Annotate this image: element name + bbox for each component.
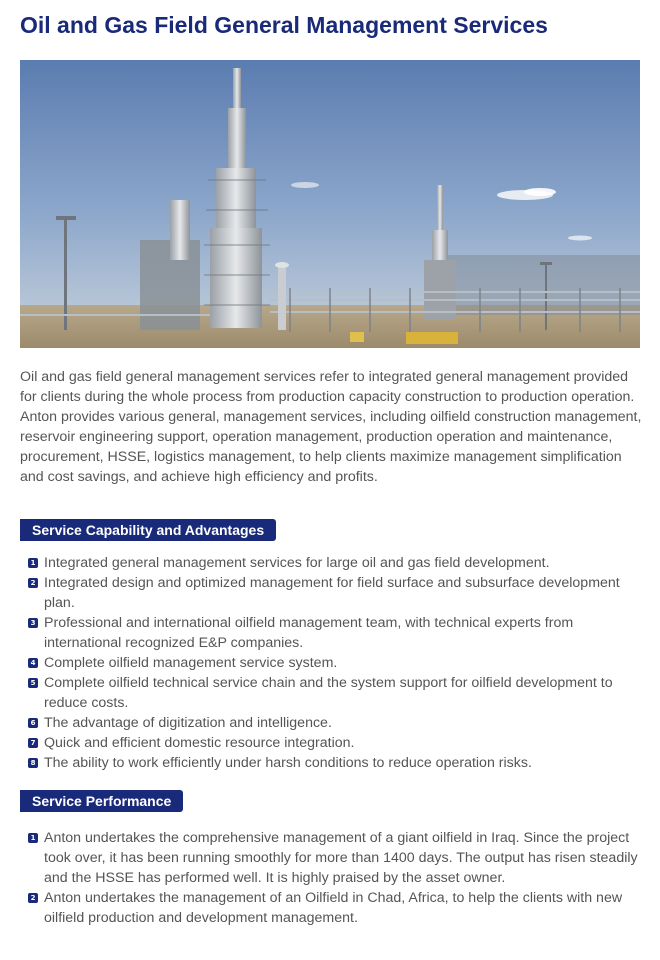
list-item-text: The ability to work efficiently under harsh conditions to reduce operation risks.	[44, 755, 532, 771]
list-item	[20, 713, 642, 733]
list-item	[20, 673, 642, 713]
number-badge: 2	[28, 893, 38, 903]
list-item-text: Integrated design and optimized management for field surface and subsurface development plan.	[44, 575, 620, 611]
list-item	[20, 573, 642, 613]
performance-list	[20, 828, 642, 928]
list-item	[20, 613, 642, 653]
list-item	[20, 653, 642, 673]
number-badge: 1	[28, 833, 38, 843]
list-item-text: Integrated general management services for large oil and gas field development.	[44, 555, 550, 571]
number-badge: 8	[28, 758, 38, 768]
list-item	[20, 553, 642, 573]
number-badge: 7	[28, 738, 38, 748]
list-item-text: Complete oilfield management service system.	[44, 655, 338, 671]
capability-list	[20, 553, 642, 773]
list-item	[20, 733, 642, 753]
list-item-text: Anton undertakes the management of an Oilfield in Chad, Africa, to help the clients with new oilfield production and development management.	[44, 890, 623, 926]
number-badge: 2	[28, 578, 38, 588]
list-item	[20, 888, 642, 928]
list-item-text: Professional and international oilfield management team, with technical experts from international recognized E&P companies.	[44, 615, 574, 651]
number-badge: 6	[28, 718, 38, 728]
list-item	[20, 753, 642, 773]
list-item-text: Anton undertakes the comprehensive management of a giant oilfield in Iraq. Since the project took over, it has been running smoothly for more than 1400 days. The output has risen steadily and the HSSE has performed well. It is highly praised by the asset owner.	[44, 830, 638, 886]
list-item-text: Complete oilfield technical service chain and the system support for oilfield development to reduce costs.	[44, 675, 613, 711]
intro-paragraph: Oil and gas field general management services refer to integrated general management provided for clients during the whole process from production capacity construction to production operation. Anton provides various general, management services, including oilfield construction management, reservoir engineering support, operation management, production operation and maintenance, procurement, HSSE, logistics management, to help clients maximize management simplification and cost savings, and achieve high efficiency and profits.	[20, 369, 642, 485]
list-item	[20, 828, 642, 888]
list-item-text: Quick and efficient domestic resource integration.	[44, 735, 355, 751]
hero-image	[20, 60, 640, 348]
section-heading-capability: Service Capability and Advantages	[20, 519, 276, 541]
number-badge: 4	[28, 658, 38, 668]
list-item-text: The advantage of digitization and intelligence.	[44, 715, 332, 731]
section-heading-performance: Service Performance	[20, 790, 183, 812]
page-title: Oil and Gas Field General Management Services	[20, 12, 548, 38]
number-badge: 5	[28, 678, 38, 688]
number-badge: 1	[28, 558, 38, 568]
number-badge: 3	[28, 618, 38, 628]
